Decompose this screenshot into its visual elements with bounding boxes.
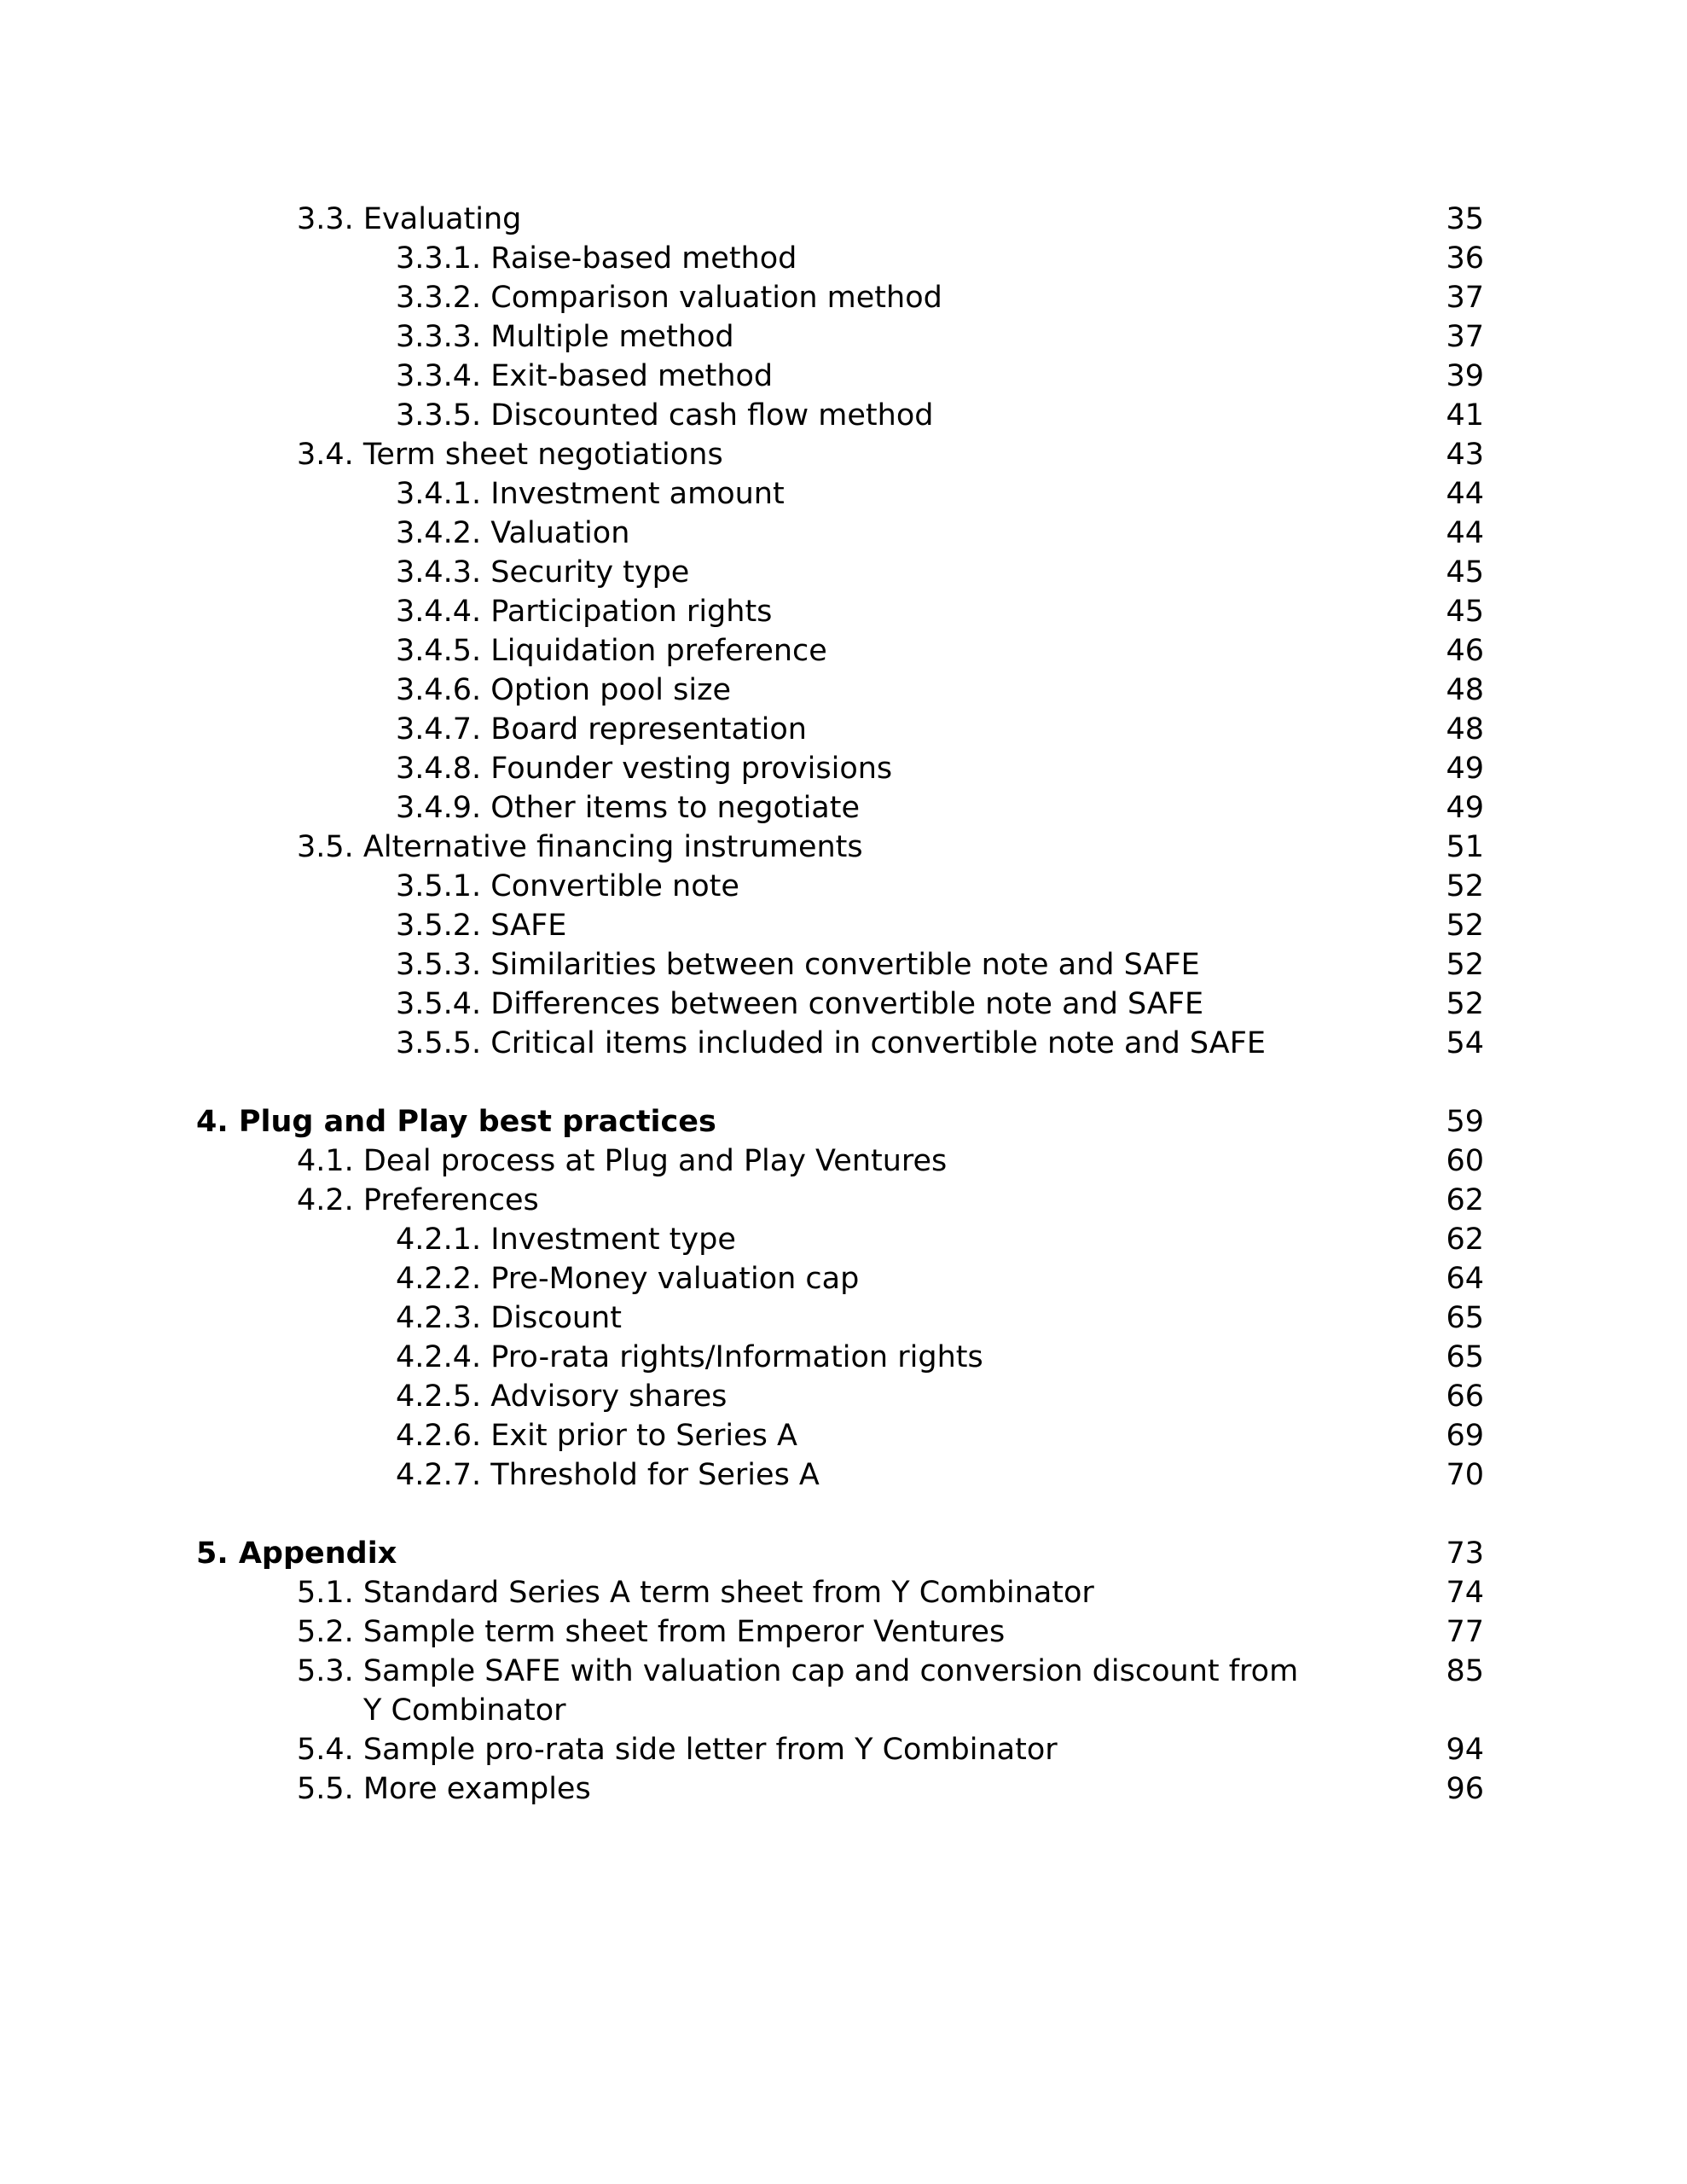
toc-entry-title: 3.3.1. Raise-based method <box>396 241 797 276</box>
toc-entry-page: 52 <box>1446 987 1484 1021</box>
toc-entry-title: 3.5.2. SAFE <box>396 909 567 943</box>
toc-entry-page: 35 <box>1446 202 1484 236</box>
toc-entry-page: 41 <box>1446 398 1484 433</box>
toc-entry-title: 4.2.7. Threshold for Series A <box>396 1458 820 1492</box>
toc-entry-title: 3.4.6. Option pool size <box>396 673 731 707</box>
toc-entry-title: 4.2.5. Advisory shares <box>396 1380 728 1414</box>
toc-entry-page: 49 <box>1446 752 1484 786</box>
toc-entry-title: 3.3. Evaluating <box>297 202 522 236</box>
toc-entry-title-continuation: Y Combinator <box>363 1693 566 1728</box>
toc-entry-page: 73 <box>1446 1536 1484 1571</box>
toc-entry-title: 5.1. Standard Series A term sheet from Y Combinator <box>297 1576 1094 1610</box>
toc-entry-page: 48 <box>1446 712 1484 746</box>
toc-entry-page: 62 <box>1446 1183 1484 1217</box>
toc-entry-title: 4.2.1. Investment type <box>396 1223 736 1257</box>
toc-entry-title: 3.3.2. Comparison valuation method <box>396 281 942 315</box>
toc-entry-page: 74 <box>1446 1576 1484 1610</box>
toc-entry-title: 3.3.3. Multiple method <box>396 320 734 354</box>
toc-entry-page: 94 <box>1446 1733 1484 1767</box>
toc-entry-page: 70 <box>1446 1458 1484 1492</box>
toc-entry-title: 4.2.4. Pro-rata rights/Information rights <box>396 1340 983 1374</box>
toc-entry-page: 66 <box>1446 1380 1484 1414</box>
toc-entry-title: 3.4.4. Participation rights <box>396 595 773 629</box>
toc-entry-title: 5.3. Sample SAFE with valuation cap and conversion discount from <box>297 1654 1299 1688</box>
toc-chapter-title: 4. Plug and Play best practices <box>196 1105 716 1139</box>
toc-entry-title: 4.2.3. Discount <box>396 1301 622 1335</box>
toc-entry-page: 59 <box>1446 1105 1484 1139</box>
toc-entry-page: 51 <box>1446 830 1484 864</box>
toc-entry-title: 3.5.4. Differences between convertible note and SAFE <box>396 987 1204 1021</box>
toc-entry-title: 3.4.5. Liquidation preference <box>396 634 827 668</box>
toc-entry-title: 3.4.3. Security type <box>396 555 690 590</box>
toc-entry-page: 44 <box>1446 516 1484 550</box>
toc-entry-title: 3.4.7. Board representation <box>396 712 807 746</box>
toc-entry-page: 64 <box>1446 1262 1484 1296</box>
toc-entry-page: 85 <box>1446 1654 1484 1688</box>
toc-entry-title: 3.4.9. Other items to negotiate <box>396 791 861 825</box>
toc-entry-title: 3.5.1. Convertible note <box>396 869 739 903</box>
toc-entry-page: 37 <box>1446 281 1484 315</box>
toc-entry-page: 37 <box>1446 320 1484 354</box>
toc-entry-page: 60 <box>1446 1144 1484 1178</box>
toc-entry-page: 69 <box>1446 1419 1484 1453</box>
toc-entry-page: 46 <box>1446 634 1484 668</box>
toc-entry-page: 52 <box>1446 909 1484 943</box>
toc-entry-title: 5.4. Sample pro-rata side letter from Y Combinator <box>297 1733 1058 1767</box>
toc-entry-title: 4.2. Preferences <box>297 1183 539 1217</box>
toc-entry-title: 5.5. More examples <box>297 1772 591 1806</box>
toc-entry-page: 45 <box>1446 555 1484 590</box>
toc-entry-title: 3.5. Alternative financing instruments <box>297 830 863 864</box>
toc-entry-title: 3.3.5. Discounted cash flow method <box>396 398 934 433</box>
toc-entry-page: 54 <box>1446 1026 1484 1060</box>
toc-entry-page: 39 <box>1446 359 1484 393</box>
toc-entry-title: 4.1. Deal process at Plug and Play Ventures <box>297 1144 948 1178</box>
toc-entry-title: 4.2.2. Pre-Money valuation cap <box>396 1262 860 1296</box>
toc-entry-title: 3.4.1. Investment amount <box>396 477 785 511</box>
toc-entry-page: 49 <box>1446 791 1484 825</box>
toc-entry-page: 43 <box>1446 438 1484 472</box>
toc-entry-page: 48 <box>1446 673 1484 707</box>
toc-entry-title: 3.5.5. Critical items included in convertible note and SAFE <box>396 1026 1266 1060</box>
toc-entry-page: 44 <box>1446 477 1484 511</box>
toc-entry-title: 3.4.8. Founder vesting provisions <box>396 752 893 786</box>
toc-entry-title: 3.4. Term sheet negotiations <box>297 438 723 472</box>
toc-entry-page: 52 <box>1446 869 1484 903</box>
toc-entry-page: 77 <box>1446 1615 1484 1649</box>
toc-entry-page: 36 <box>1446 241 1484 276</box>
toc-entry-page: 96 <box>1446 1772 1484 1806</box>
toc-entry-page: 45 <box>1446 595 1484 629</box>
toc-entry-title: 4.2.6. Exit prior to Series A <box>396 1419 797 1453</box>
toc-chapter-title: 5. Appendix <box>196 1536 397 1571</box>
toc-entry-page: 62 <box>1446 1223 1484 1257</box>
toc-entry-page: 52 <box>1446 948 1484 982</box>
toc-entry-page: 65 <box>1446 1340 1484 1374</box>
toc-entry-title: 3.4.2. Valuation <box>396 516 630 550</box>
toc-entry-title: 3.3.4. Exit-based method <box>396 359 774 393</box>
toc-entry-title: 5.2. Sample term sheet from Emperor Ventures <box>297 1615 1006 1649</box>
toc-entry-page: 65 <box>1446 1301 1484 1335</box>
toc-entry-title: 3.5.3. Similarities between convertible note and SAFE <box>396 948 1200 982</box>
